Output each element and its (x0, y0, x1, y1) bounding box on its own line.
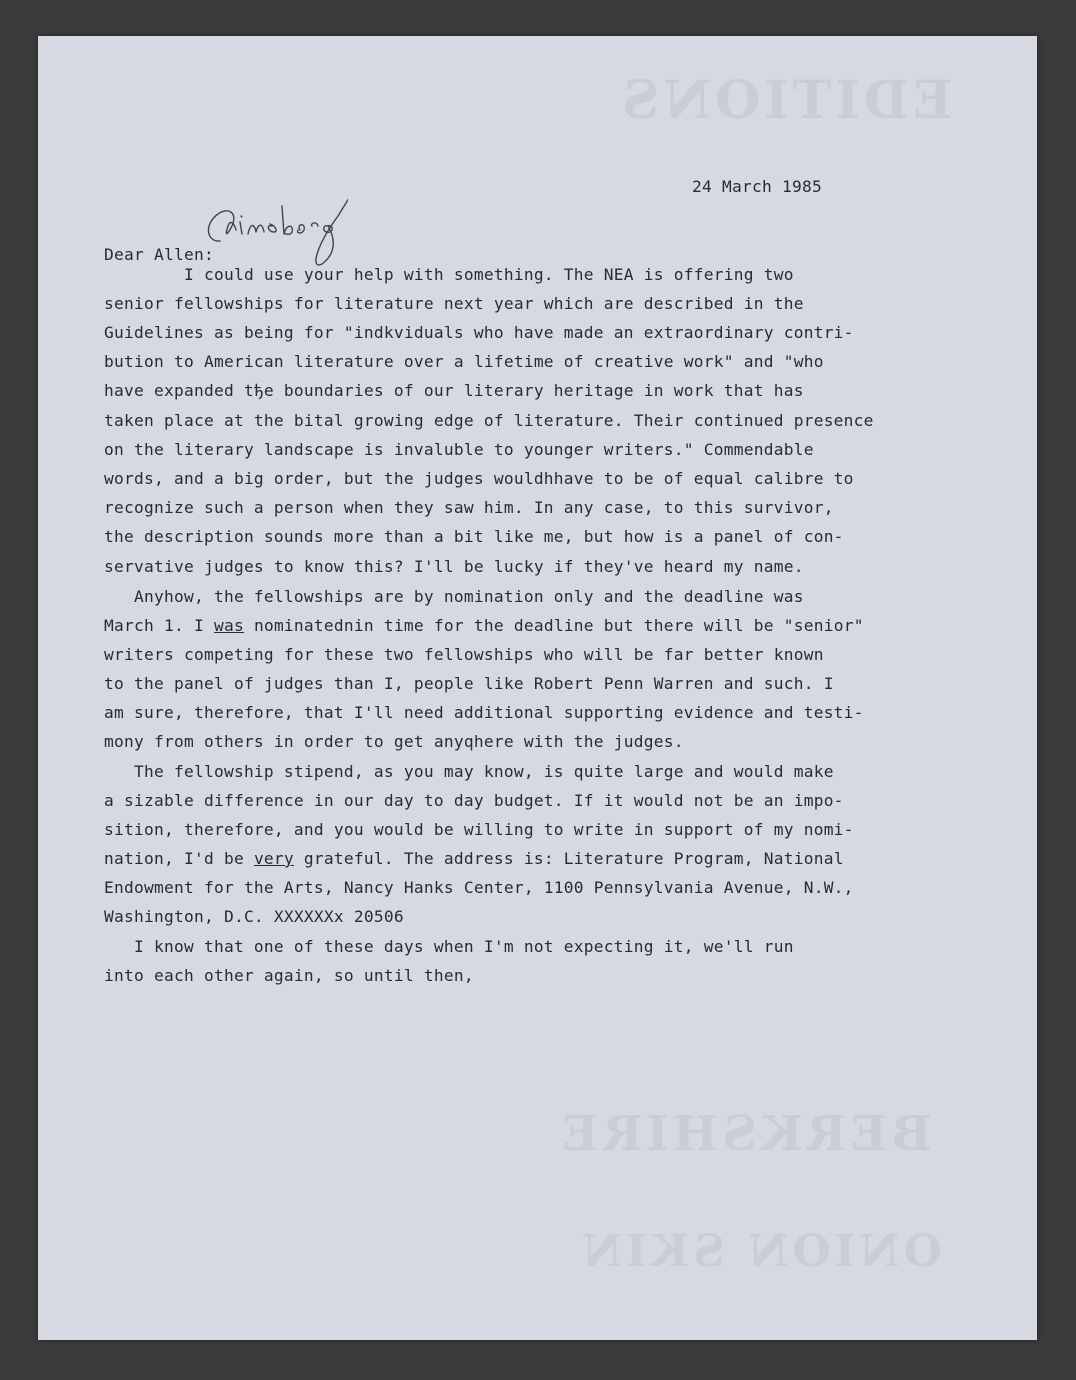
body-line: bution to American literature over a lifetime of creative work" and "who (104, 352, 824, 371)
body-line: am sure, therefore, that I'll need additional supporting evidence and testi- (104, 703, 864, 722)
body-line: a sizable difference in our day to day budget. If it would not be an impo- (104, 791, 844, 810)
body-line: to the panel of judges than I, people like Robert Penn Warren and such. I (104, 674, 834, 693)
show-through-text: BERKSHIRE (558, 1106, 932, 1162)
underlined-word: was (213, 616, 244, 635)
body-line: sition, therefore, and you would be willing to write in support of my nomi- (104, 820, 854, 839)
body-line: senior fellowships for literature next year which are described in the (104, 294, 804, 313)
line-text: nominatednin time for the deadline but there will be "senior" (243, 616, 864, 635)
body-line: recognize such a person when they saw him. In any case, to this survivor, (104, 498, 834, 517)
body-line: The fellowship stipend, as you may know, is quite large and would make (104, 762, 834, 781)
body-line: Washington, D.C. XXXXXXx 20506 (104, 907, 404, 926)
body-line: writers competing for these two fellowships who will be far better known (104, 645, 824, 664)
body-line: Guidelines as being for "indkviduals who have made an extraordinary contri- (104, 323, 854, 342)
letter-date: 24 March 1985 (692, 177, 822, 196)
body-line: words, and a big order, but the judges wouldhhave to be of equal calibre to (104, 469, 854, 488)
body-line: taken place at the bital growing edge of literature. Their continued presence (104, 411, 874, 430)
body-line: the description sounds more than a bit like me, but how is a panel of con- (104, 527, 844, 546)
line-text: March 1. I (104, 616, 214, 635)
show-through-text: EDITIONS (618, 70, 953, 131)
body-line: I know that one of these days when I'm not expecting it, we'll run (104, 937, 794, 956)
body-line (104, 611, 864, 640)
body-line: Endowment for the Arts, Nancy Hanks Center, 1100 Pennsylvania Avenue, N.W., (104, 878, 854, 897)
line-text: grateful. The address is: Literature Program, National (293, 849, 844, 868)
body-line: into each other again, so until then, (104, 966, 474, 985)
line-text: nation, I'd be (104, 849, 254, 868)
body-line: have expanded tђe boundaries of our literary heritage in work that has (104, 381, 804, 400)
body-line: mony from others in order to get anyqhere with the judges. (104, 732, 684, 751)
body-line: servative judges to know this? I'll be lucky if they've heard my name. (104, 557, 804, 576)
body-line (104, 844, 844, 873)
underlined-word: very (253, 849, 294, 868)
handwritten-annotation (198, 186, 348, 266)
body-line: I could use your help with something. The NEA is offering two (104, 265, 794, 284)
salutation: Dear Allen: (104, 245, 214, 264)
letter-page (38, 36, 1037, 1340)
show-through-text: ONION SKIN (578, 1226, 942, 1277)
body-line: on the literary landscape is invaluble to younger writers." Commendable (104, 440, 814, 459)
body-line: Anyhow, the fellowships are by nomination only and the deadline was (104, 587, 804, 606)
